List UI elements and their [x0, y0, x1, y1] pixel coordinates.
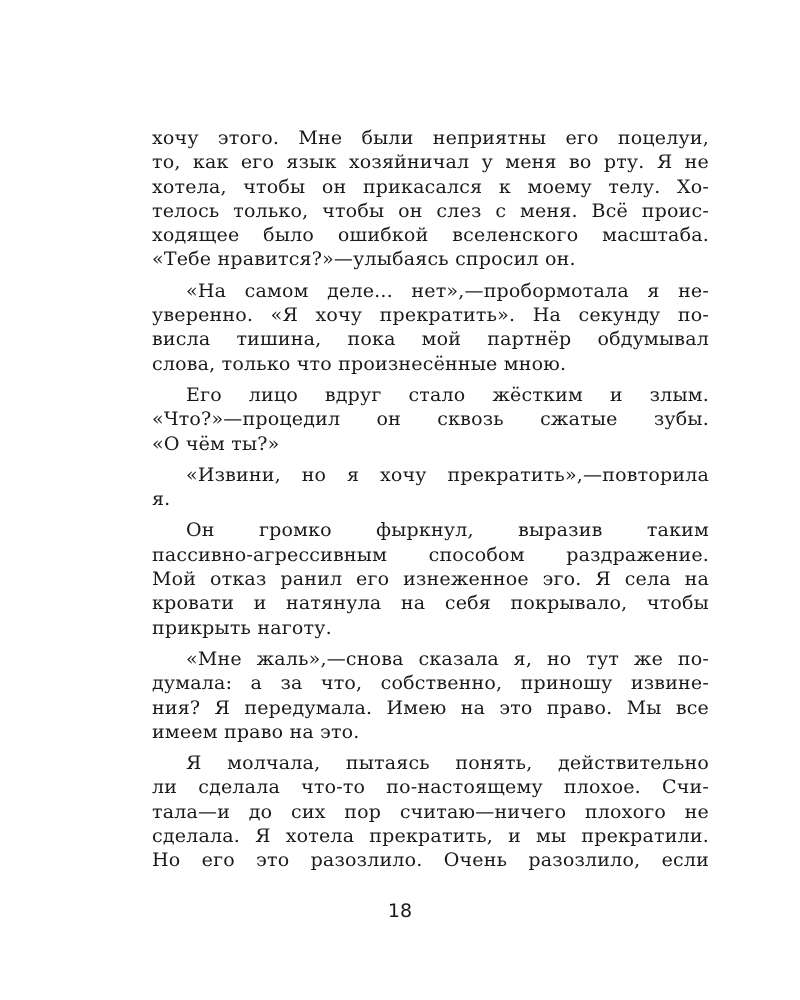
text-line: «Тебе нравится?»—улыбаясь спросил он. — [152, 248, 576, 271]
text-line: ходящее было ошибкой вселенского масштаба. — [152, 224, 709, 247]
text-line: «Извини, но я хочу прекратить»,—повторила — [186, 463, 709, 486]
paragraph — [152, 463, 709, 512]
text-line: Его лицо вдруг стало жёстким и злым. — [186, 383, 709, 406]
text-line: думала: а за что, собственно, приношу извине- — [152, 672, 709, 695]
text-line: Но его это разозлило. Очень разозлило, если — [152, 849, 709, 872]
text-line: Я молчала, пытаясь понять, действительно — [186, 752, 709, 775]
text-line: Мой отказ ранил его изнеженное эго. Я села на — [152, 568, 709, 591]
text-line: прикрыть наготу. — [152, 616, 332, 639]
text-line: то, как его язык хозяйничал у меня во рту. Я не — [152, 151, 709, 174]
text-line: уверенно. «Я хочу прекратить». На секунду по- — [152, 304, 709, 327]
page-number: 18 — [387, 900, 413, 922]
paragraph — [152, 751, 709, 872]
paragraph — [152, 279, 709, 376]
text-line: имеем право на это. — [152, 720, 360, 743]
paragraph — [152, 518, 709, 639]
text-line: «Что?»—процедил он сквозь сжатые зубы. — [152, 408, 709, 431]
text-line: хочу этого. Мне были неприятны его поцелуи, — [152, 127, 709, 149]
text-line: висла тишина, пока мой партнёр обдумывал — [152, 328, 709, 351]
text-line: пассивно-агрессивным способом раздражение. — [152, 543, 709, 566]
paragraph — [152, 126, 709, 272]
paragraph — [152, 383, 709, 456]
text-line: слова, только что произнесённые мною. — [152, 352, 567, 375]
text-line: хотела, чтобы он прикасался к моему телу. Хо- — [152, 175, 709, 198]
text-line: ния? Я передумала. Имею на это право. Мы все — [152, 696, 709, 719]
text-line: «Мне жаль»,—снова сказала я, но тут же по- — [186, 647, 709, 670]
paragraph — [152, 647, 709, 744]
text-line: кровати и натянула на себя покрывало, чтобы — [152, 592, 709, 615]
text-line: тала—и до сих пор считаю—ничего плохого не — [152, 800, 709, 823]
text-line: Он громко фыркнул, выразив таким — [186, 519, 709, 542]
page-body-text — [152, 126, 709, 873]
text-line: «На самом деле... нет»,—пробормотала я не- — [186, 279, 709, 302]
text-line: ли сделала что-то по-настоящему плохое. Счи- — [152, 776, 709, 799]
text-line: сделала. Я хотела прекратить, и мы прекратили. — [152, 825, 709, 848]
text-line: я. — [152, 488, 171, 511]
text-line: «О чём ты?» — [152, 432, 280, 455]
text-line: телось только, чтобы он слез с меня. Всё проис- — [152, 199, 709, 222]
